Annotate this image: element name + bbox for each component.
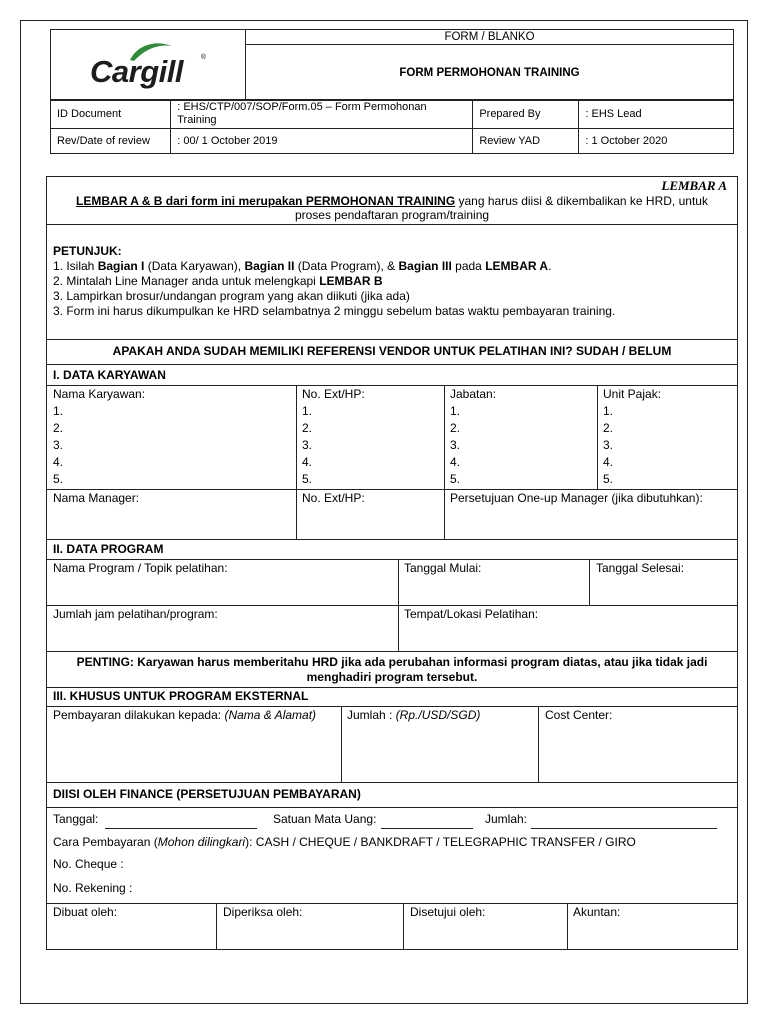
col-divider [567, 903, 568, 949]
lembar-label: LEMBAR A [661, 178, 727, 193]
employee-rows-col3[interactable]: 1. 2. 3. 4. 5. [450, 404, 461, 486]
document-meta [50, 99, 734, 154]
employee-rows-col1[interactable]: 1. 2. 3. 4. 5. [53, 404, 64, 486]
intro-section [47, 177, 737, 225]
training-location-label: Tempat/Lokasi Pelatihan: [404, 607, 539, 621]
vendor-question: APAKAH ANDA SUDAH MEMILIKI REFERENSI VENDOR UNTUK PELATIHAN INI? SUDAH / BELUM [112, 344, 672, 358]
cost-center-label: Cost Center: [545, 708, 613, 722]
col-divider [296, 385, 297, 539]
logo-cell [51, 30, 246, 101]
finance-amount-label: Jumlah: [485, 812, 528, 826]
col-divider [589, 559, 590, 605]
intro-rest: yang harus diisi & dikembalikan ke HRD, untuk proses pendaftaran program/training [294, 194, 708, 222]
finance-title: DIISI OLEH FINANCE (PERSETUJUAN PEMBAYARAN) [53, 787, 361, 801]
nama-manager-label: Nama Manager: [53, 491, 140, 505]
intro-text [57, 194, 727, 222]
petunjuk-title: PETUNJUK: [53, 244, 122, 258]
finance-amount-line[interactable] [531, 828, 717, 829]
petunjuk-line-4: 3. Form ini harus dikumpulkan ke HRD selambatnya 2 minggu sebelum batas waktu pembayaran training. [53, 304, 616, 318]
intro-emphasis: LEMBAR A & B dari form ini merupakan PERMOHONAN TRAINING [76, 194, 456, 208]
currency-line[interactable] [381, 828, 473, 829]
section-2-title: II. DATA PROGRAM [53, 542, 164, 556]
divider [47, 782, 737, 783]
divider [47, 903, 737, 904]
account-number-label: No. Rekening : [53, 881, 133, 895]
nama-karyawan-label: Nama Karyawan: [53, 387, 146, 401]
payment-method: Cara Pembayaran (Mohon dilingkari): CASH / CHEQUE / BANKDRAFT / TELEGRAPHIC TRANSFER / GIRO [53, 835, 636, 849]
petunjuk [53, 244, 615, 319]
col-divider [216, 903, 217, 949]
form-body [46, 176, 738, 950]
training-hours-label: Jumlah jam pelatihan/program: [53, 607, 218, 621]
employee-rows-col2[interactable]: 1. 2. 3. 4. 5. [302, 404, 313, 486]
cheque-number-label: No. Cheque : [53, 857, 124, 871]
checked-by-label: Diperiksa oleh: [223, 905, 303, 919]
col-divider [538, 706, 539, 782]
made-by-label: Dibuat oleh: [53, 905, 118, 919]
col-divider [444, 385, 445, 539]
divider [47, 651, 737, 652]
cargill-logo [88, 40, 208, 88]
id-document-label: ID Document [51, 100, 171, 129]
rev-date-label: Rev/Date of review [51, 129, 171, 154]
logo-wordmark: Cargill [90, 53, 183, 89]
rev-date-value: : 00/ 1 October 2019 [171, 129, 473, 154]
unit-pajak-label: Unit Pajak: [603, 387, 662, 401]
penting-notice: PENTING: Karyawan harus memberitahu HRD jika ada perubahan informasi program diatas, atau jika tidak jadi menghadiri program tersebut. [76, 655, 708, 684]
review-yad-label: Review YAD [473, 129, 579, 154]
document-header [50, 29, 734, 101]
end-date-label: Tanggal Selesai: [596, 561, 685, 575]
petunjuk-line-1: 1. Isilah Bagian I (Data Karyawan), Bagian II (Data Program), & Bagian III pada LEMBAR A. [53, 259, 552, 273]
col-divider [403, 903, 404, 949]
ext-hp-label: No. Ext/HP: [302, 387, 365, 401]
manager-ext-label: No. Ext/HP: [302, 491, 365, 505]
section-3-title: III. KHUSUS UNTUK PROGRAM EKSTERNAL [53, 689, 309, 703]
divider [47, 807, 737, 808]
petunjuk-line-3: 3. Lampirkan brosur/undangan program yang akan diikuti (jika ada) [53, 289, 410, 303]
payment-to-label: Pembayaran dilakukan kepada: (Nama & Alamat) [53, 708, 317, 722]
accountant-label: Akuntan: [573, 905, 621, 919]
form-title: FORM PERMOHONAN TRAINING [246, 45, 734, 101]
review-yad-value: : 1 October 2020 [579, 129, 734, 154]
prepared-by-label: Prepared By [473, 100, 579, 129]
divider [47, 339, 737, 340]
form-blanko: FORM / BLANKO [246, 30, 734, 45]
divider [47, 364, 737, 365]
employee-rows-col4[interactable]: 1. 2. 3. 4. 5. [603, 404, 614, 486]
jabatan-label: Jabatan: [450, 387, 497, 401]
divider [47, 539, 737, 540]
amount-label: Jumlah : (Rp./USD/SGD) [347, 708, 481, 722]
prepared-by-value: : EHS Lead [579, 100, 734, 129]
finance-date-label: Tanggal: [53, 812, 99, 826]
currency-label: Satuan Mata Uang: [273, 812, 377, 826]
col-divider [597, 385, 598, 489]
oneup-manager-label: Persetujuan One-up Manager (jika dibutuhkan): [450, 491, 703, 505]
start-date-label: Tanggal Mulai: [404, 561, 482, 575]
divider [47, 687, 737, 688]
section-1-title: I. DATA KARYAWAN [53, 368, 166, 382]
approved-by-label: Disetujui oleh: [410, 905, 486, 919]
col-divider [341, 706, 342, 782]
finance-date-line[interactable] [105, 828, 257, 829]
program-name-label: Nama Program / Topik pelatihan: [53, 561, 228, 575]
logo-registered-mark: ® [200, 53, 206, 61]
petunjuk-line-2: 2. Mintalah Line Manager anda untuk melengkapi LEMBAR B [53, 274, 383, 288]
id-document-value: : EHS/CTP/007/SOP/Form.05 – Form Permohonan Training [171, 100, 473, 129]
